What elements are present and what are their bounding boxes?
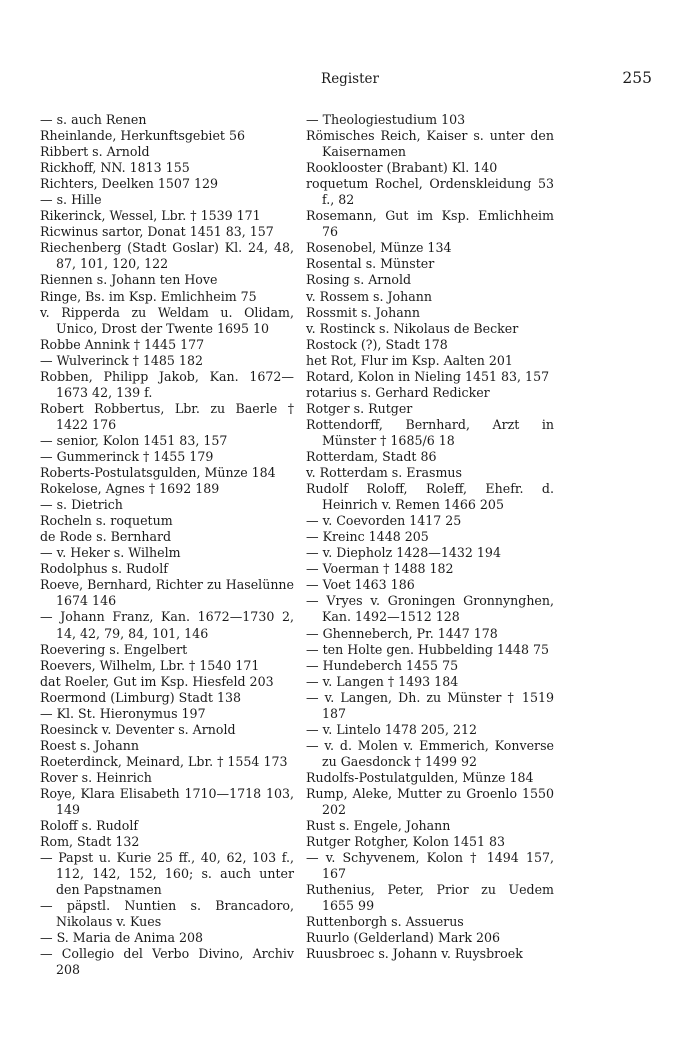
index-entry: Rudolf Roloff, Roleff, Ehefr. d. Heinrich v. Remen 1466 205 [306, 481, 554, 513]
index-entry: — s. Hille [40, 192, 102, 208]
index-entry: Ruusbroec s. Johann v. Ruysbroek [306, 946, 523, 962]
right-column [306, 112, 554, 962]
index-entry: Roye, Klara Elisabeth 1710—1718 103, 149 [40, 785, 294, 818]
index-entry: Roesinck v. Deventer s. Arnold [40, 721, 236, 737]
index-entry: Roermond (Limburg) Stadt 138 [40, 689, 242, 705]
index-entry: het Rot, Flur im Ksp. Aalten 201 [306, 352, 513, 368]
index-entry: v. Rostinck s. Nikolaus de Becker [306, 320, 519, 336]
index-entry: — Papst u. Kurie 25 ff., 40, 62, 103 f., 112, 142, 152, 160; s. auch unter den Papstnamen [40, 850, 294, 898]
index-entry: Richters, Deelken 1507 129 [40, 176, 218, 192]
index-entry: Rutger Rotgher, Kolon 1451 83 [306, 834, 506, 850]
index-entry: Römisches Reich, Kaiser s. unter den Kaisernamen [306, 128, 554, 160]
index-entry: Ruurlo (Gelderland) Mark 206 [306, 930, 501, 946]
index-entry: dat Roeler, Gut im Ksp. Hiesfeld 203 [40, 673, 274, 689]
index-entry: — v. Lintelo 1478 205, 212 [306, 721, 477, 737]
index-entry: de Rode s. Bernhard [40, 529, 172, 545]
index-entry: — v. Heker s. Wilhelm [40, 545, 181, 561]
index-entry: — Johann Franz, Kan. 1672—1730 2, 14, 42, 79, 84, 101, 146 [40, 609, 294, 641]
index-entry: — senior, Kolon 1451 83, 157 [40, 432, 228, 448]
index-entry: — Voet 1463 186 [306, 577, 415, 593]
index-entry: — Hundeberch 1455 75 [306, 657, 459, 673]
index-entry: Rosemann, Gut im Ksp. Emlichheim 76 [306, 208, 554, 240]
index-entry: Rover s. Heinrich [40, 769, 152, 785]
index-entry: Roeterdinck, Meinard, Lbr. † 1554 173 [40, 753, 288, 769]
index-entry: Roloff s. Rudolf [40, 818, 139, 834]
index-entry: Rottendorff, Bernhard, Arzt in Münster † 1685/6 18 [306, 416, 554, 448]
index-entry: Ruttenborgh s. Assuerus [306, 914, 464, 930]
index-entry: Ribbert s. Arnold [40, 144, 150, 160]
index-entry: — Vryes v. Groningen Gronnynghen, Kan. 1492—1512 128 [306, 593, 554, 625]
index-entry: v. Rotterdam s. Erasmus [306, 465, 462, 481]
index-entry: — s. auch Renen [40, 112, 147, 127]
index-entry: Roberts-Postulatsgulden, Münze 184 [40, 465, 276, 481]
index-entry: — v. Diepholz 1428—1432 194 [306, 545, 501, 561]
index-entry: Rust s. Engele, Johann [306, 818, 451, 834]
index-entry: Ringe, Bs. im Ksp. Emlichheim 75 [40, 288, 257, 304]
index-entry: Rickhoff, NN. 1813 155 [40, 160, 190, 176]
left-column [40, 112, 294, 979]
index-entry: v. Rossem s. Johann [306, 288, 432, 304]
index-entry: Rikerinck, Wessel, Lbr. † 1539 171 [40, 208, 261, 224]
index-entry: — Voerman † 1488 182 [306, 561, 454, 577]
index-entry: Rotterdam, Stadt 86 [306, 448, 437, 464]
index-entry: Roeve, Bernhard, Richter zu Haselünne 1674 146 [40, 577, 294, 609]
index-entry: — Gummerinck † 1455 179 [40, 448, 214, 464]
index-entry: Rodolphus s. Rudolf [40, 561, 168, 577]
index-entry: — Wulverinck † 1485 182 [40, 352, 203, 368]
index-entry: Rotger s. Rutger [306, 400, 413, 416]
index-entry: — v. Langen † 1493 184 [306, 673, 459, 689]
index-entry: — v. d. Molen v. Emmerich, Konverse zu Gaesdonck † 1499 92 [306, 737, 554, 769]
index-entry: — Kl. St. Hieronymus 197 [40, 705, 206, 721]
index-entry: Rump, Aleke, Mutter zu Groenlo 1550 202 [306, 785, 554, 818]
index-entry: v. Ripperda zu Weldam u. Olidam, Unico, Drost der Twente 1695 10 [40, 304, 294, 336]
index-entry: — päpstl. Nuntien s. Brancadoro, Nikolaus v. Kues [40, 898, 294, 930]
index-entry: Robert Robbertus, Lbr. zu Baerle † 1422 176 [40, 400, 294, 432]
page-number: 255 [622, 69, 652, 87]
index-entry: Rocheln s. roquetum [40, 513, 173, 529]
index-entry: — S. Maria de Anima 208 [40, 930, 203, 946]
index-entry: — Kreinc 1448 205 [306, 529, 429, 545]
index-entry: Rheinlande, Herkunftsgebiet 56 [40, 128, 245, 144]
index-entry: Rosental s. Münster [306, 256, 435, 272]
index-entry: — Ghenneberch, Pr. 1447 178 [306, 625, 498, 641]
page-header [40, 70, 660, 92]
running-title: Register [321, 71, 379, 87]
index-entry: Rudolfs-Postulatgulden, Münze 184 [306, 769, 534, 785]
index-entry: Rooklooster (Brabant) Kl. 140 [306, 160, 498, 176]
index-entry: Roevering s. Engelbert [40, 641, 188, 657]
index-entry: Rokelose, Agnes † 1692 189 [40, 481, 220, 497]
index-entry: Rosenobel, Münze 134 [306, 240, 452, 256]
index-entry: — v. Langen, Dh. zu Münster † 1519 187 [306, 689, 554, 721]
index-entry: Robben, Philipp Jakob, Kan. 1672—1673 42, 139 f. [40, 368, 294, 400]
index-entry: Ricwinus sartor, Donat 1451 83, 157 [40, 224, 274, 240]
index-entry: Rom, Stadt 132 [40, 834, 140, 850]
index-entry: rotarius s. Gerhard Redicker [306, 384, 490, 400]
index-entry: Rostock (?), Stadt 178 [306, 336, 448, 352]
index-entry: — ten Holte gen. Hubbelding 1448 75 [306, 641, 550, 657]
index-entry: — v. Coevorden 1417 25 [306, 513, 462, 529]
index-entry: Roest s. Johann [40, 737, 139, 753]
index-entry: Rossmit s. Johann [306, 304, 420, 320]
index-entry: Ruthenius, Peter, Prior zu Uedem 1655 99 [306, 882, 554, 914]
index-entry: roquetum Rochel, Ordenskleidung 53 f., 82 [306, 176, 554, 208]
index-entry: Riechenberg (Stadt Goslar) Kl. 24, 48, 87, 101, 120, 122 [40, 240, 294, 272]
index-entry: — Theologiestudium 103 [306, 112, 466, 127]
index-entry: Riennen s. Johann ten Hove [40, 272, 218, 288]
index-entry: Robbe Annink † 1445 177 [40, 336, 205, 352]
index-entry: — Collegio del Verbo Divino, Archiv 208 [40, 946, 294, 978]
index-entry: Roevers, Wilhelm, Lbr. † 1540 171 [40, 657, 260, 673]
index-entry: Rotard, Kolon in Nieling 1451 83, 157 [306, 368, 550, 384]
index-entry: — s. Dietrich [40, 497, 123, 513]
index-entry: Rosing s. Arnold [306, 272, 412, 288]
index-entry: — v. Schyvenem, Kolon † 1494 157, 167 [306, 850, 554, 882]
